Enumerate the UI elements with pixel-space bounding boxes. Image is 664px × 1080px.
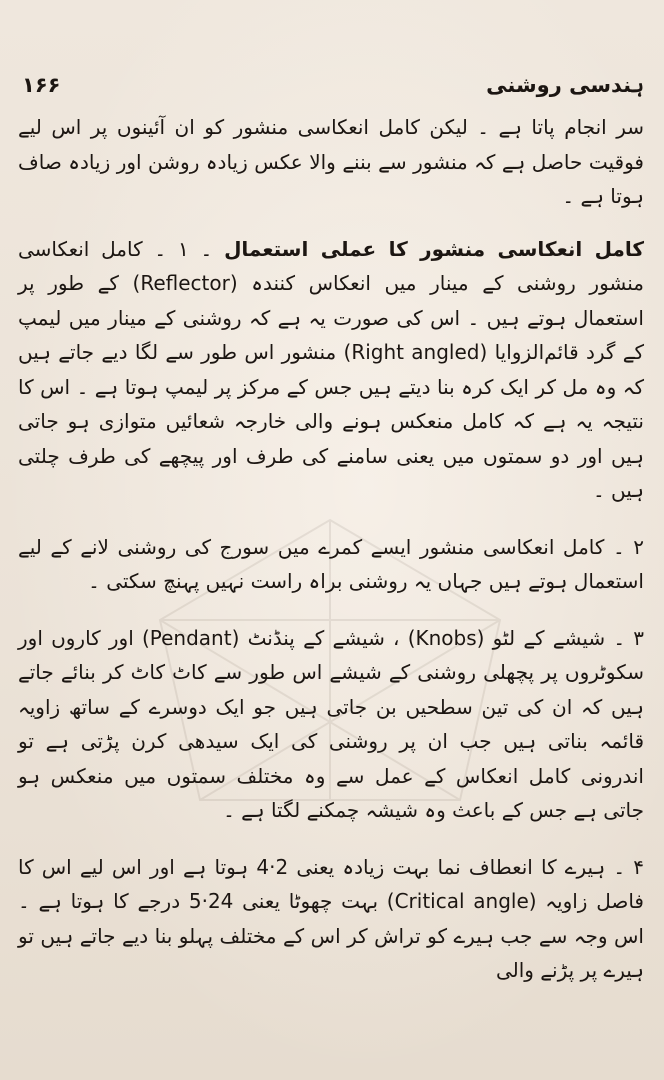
paragraph-4	[18, 621, 644, 828]
paragraph-3-text: ۲ ۔ کامل انعکاسی منشور ایسے کمرے میں سورج کی روشنی لانے کے لیے استعمال ہوتے ہیں جہاں یہ روشنی براہ راست نہیں پہنچ سکتی ۔	[18, 534, 644, 593]
paragraph-2-heading: کامل انعکاسی منشور کا عملی استعمال	[224, 236, 645, 261]
paragraph-5-text: ۴ ۔ ہیرے کا انعطاف نما بہت زیادہ یعنی 2·4 ہوتا ہے اور اس لیے اس کا فاصل زاویہ (Critical angle) بہت چھوٹا یعنی 24·5 درجے کا ہوتا ہے ۔ اس وجہ سے جب ہیرے کو تراش کر اس کے مختلف پہلو بنا دیے جاتے ہیں تو ہیرے پر پڑنے والی	[18, 854, 644, 982]
paragraph-1	[18, 110, 644, 214]
paragraph-3	[18, 530, 644, 599]
paragraph-5	[18, 850, 644, 988]
paragraph-2	[18, 232, 644, 508]
page-number: ۱۶۶	[22, 73, 61, 97]
paragraph-2-text: ۔ ۱ ۔ کامل انعکاسی منشور روشنی کے مینار میں انعکاس کنندہ (Reflector) کے طور پر استعمال ہوتے ہیں ۔ اس کی صورت یہ ہے کہ روشنی کے مینار میں لیمپ کے گرد قائم‌الزوایا (Right angled) منشور اس طور سے لگا دیے جاتے ہیں کہ وہ مل کر ایک کرہ بنا دیتے ہیں جس کے مرکز پر لیمپ ہوتا ہے ۔ اس کا نتیجہ یہ ہے کہ کامل منعکس ہونے والی خارجہ شعائیں متوازی ہو جاتی ہیں اور دو سمتوں میں یعنی سامنے کی طرف اور پیچھے کی طرف چلتی ہیں ۔	[18, 236, 645, 502]
running-title: ہندسی روشنی	[486, 73, 644, 97]
page-header	[22, 68, 644, 102]
paragraph-4-text: ۳ ۔ شیشے کے لٹو (Knobs) ، شیشے کے پنڈنٹ (Pendant) اور کاروں اور سکوٹروں پر پچھلی روشنی کے شیشے اس طور سے کاٹ کاٹ کر بنائے جاتے ہیں کہ ان کی تین سطحیں بن جاتی ہیں جو ایک دوسرے کے ساتھ زاویہ قائمہ بناتی ہیں جب ان پر روشنی کی ایک سیدھی کرن پڑتی ہے تو اندرونی کامل انعکاس کے عمل سے وہ مختلف سمتوں میں منعکس ہو جاتی ہے جس کے باعث وہ شیشہ چمکنے لگتا ہے ۔	[18, 625, 644, 822]
page-body	[18, 110, 644, 988]
paragraph-1-text: سر انجام پاتا ہے ۔ لیکن کامل انعکاسی منشور کو ان آئینوں پر اس لیے فوقیت حاصل ہے کہ منشور سے بننے والا عکس زیادہ روشن اور زیادہ صاف ہوتا ہے ۔	[18, 115, 644, 208]
